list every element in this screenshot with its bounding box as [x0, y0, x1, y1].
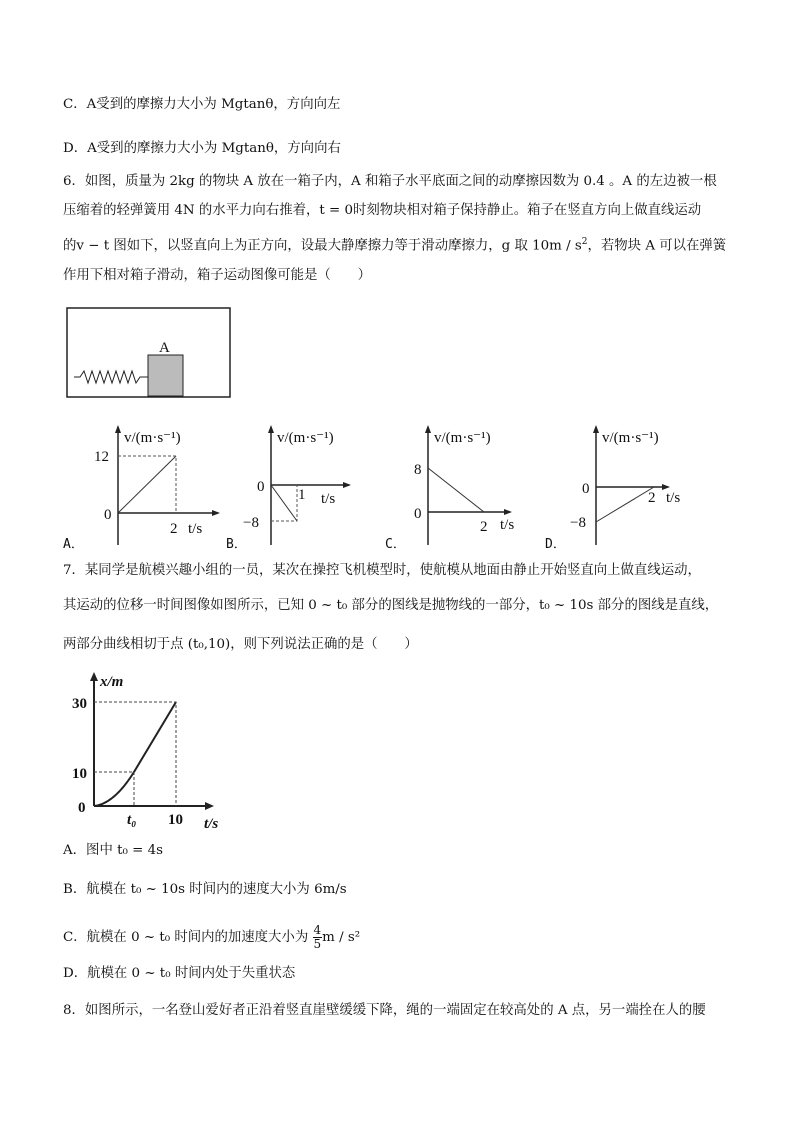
q8-text-1: 8．如图所示，一名登山爱好者正沿着竖直崖壁缓缓下降，绳的一端固定在较高处的 A 点，另一端拴在人的腰 — [63, 1003, 706, 1018]
vt-graph-c — [410, 425, 530, 545]
svg-text:2: 2 — [648, 490, 656, 506]
svg-text:10: 10 — [168, 812, 183, 828]
svg-text:t/s: t/s — [666, 490, 681, 506]
q7-option-a[interactable]: A．图中 t₀ = 4s — [63, 843, 163, 858]
vt-graph-a — [94, 425, 220, 545]
svg-text:10: 10 — [72, 766, 87, 782]
fraction: $\frac{4}{5}$ — [313, 923, 322, 951]
graph-option-b[interactable]: B． — [226, 537, 247, 552]
svg-text:−8: −8 — [243, 515, 259, 531]
svg-text:t₀: t₀ — [127, 812, 137, 828]
q5-option-d: D．A受到的摩擦力大小为 Mgtanθ，方向向右 — [63, 141, 341, 156]
graph-option-a[interactable]: A． — [63, 537, 84, 552]
svg-text:8: 8 — [414, 462, 422, 478]
svg-text:0: 0 — [582, 481, 590, 497]
q6-text-3 — [63, 233, 726, 255]
block-a-label: A — [159, 340, 170, 356]
xt-graph — [70, 672, 230, 832]
q7-text-1: 7．某同学是航模兴趣小组的一员，某次在操控飞机模型时，使航模从地面由静止开始竖直向上做直线运动， — [63, 563, 701, 578]
svg-text:t/s: t/s — [188, 521, 203, 537]
q6-text-2: 压缩着的轻弹簧用 4N 的水平力向右推着，t = 0时刻物块相对箱子保持静止。箱子在竖直方向上做直线运动 — [63, 203, 702, 218]
q7-option-d[interactable]: D．航模在 0 ~ t₀ 时间内处于失重状态 — [63, 966, 296, 981]
q7-text-3: 两部分曲线相切于点 (t₀,10)，则下列说法正确的是（ ） — [63, 637, 418, 652]
svg-text:v/(m·s⁻¹): v/(m·s⁻¹) — [124, 430, 181, 446]
svg-text:t/s: t/s — [500, 517, 515, 533]
q6-text-4: 作用下相对箱子滑动，箱子运动图像可能是（ ） — [63, 268, 371, 283]
q6-text-3b: ，若物块 A 可以在弹簧 — [587, 238, 727, 254]
svg-text:0: 0 — [104, 507, 112, 523]
svg-text:0: 0 — [257, 479, 265, 495]
q7-option-b[interactable]: B．航模在 t₀ ~ 10s 时间内的速度大小为 6m/s — [63, 882, 347, 897]
svg-text:12: 12 — [94, 449, 109, 465]
q6-text-3a: 的v − t 图如下，以竖直向上为正方向，设最大静摩擦力等于滑动摩擦力，g 取 10m / s — [63, 238, 582, 254]
svg-text:2: 2 — [170, 521, 178, 537]
svg-text:v/(m·s⁻¹): v/(m·s⁻¹) — [602, 430, 659, 446]
vt-graph-d — [570, 425, 698, 545]
graph-option-d[interactable]: D． — [545, 537, 566, 552]
q7-option-c-unit: m / s² — [322, 930, 361, 945]
svg-text:1: 1 — [298, 487, 306, 503]
q7-option-c[interactable] — [63, 924, 360, 951]
q7-text-2: 其运动的位移一时间图像如图所示，已知 0 ~ t₀ 部分的图线是抛物线的一部分，t₀ ~ 10s 部分的图线是直线， — [63, 598, 719, 613]
svg-text:0: 0 — [78, 800, 86, 816]
box-spring-diagram — [66, 307, 232, 399]
svg-text:t/s: t/s — [204, 816, 219, 832]
svg-text:2: 2 — [480, 519, 488, 535]
vt-graph-b — [243, 425, 375, 545]
graph-option-c[interactable]: C． — [385, 537, 406, 552]
block-a — [148, 355, 183, 396]
svg-text:x/m: x/m — [100, 674, 124, 690]
svg-text:30: 30 — [72, 696, 87, 712]
svg-text:t/s: t/s — [321, 491, 336, 507]
q6-sup: 2 — [581, 237, 588, 247]
q5-option-c: C．A受到的摩擦力大小为 Mgtanθ，方向向左 — [63, 97, 341, 112]
svg-text:−8: −8 — [570, 515, 586, 531]
svg-text:v/(m·s⁻¹): v/(m·s⁻¹) — [277, 430, 334, 446]
q7-option-c-text: C．航模在 0 ~ t₀ 时间内的加速度大小为 — [63, 930, 309, 945]
svg-text:0: 0 — [414, 506, 422, 522]
q6-text-1: 6．如图，质量为 2kg 的物块 A 放在一箱子内，A 和箱子水平底面之间的动摩擦因数为 0.4 。A 的左边被一根 — [63, 174, 717, 189]
svg-text:v/(m·s⁻¹): v/(m·s⁻¹) — [434, 430, 491, 446]
